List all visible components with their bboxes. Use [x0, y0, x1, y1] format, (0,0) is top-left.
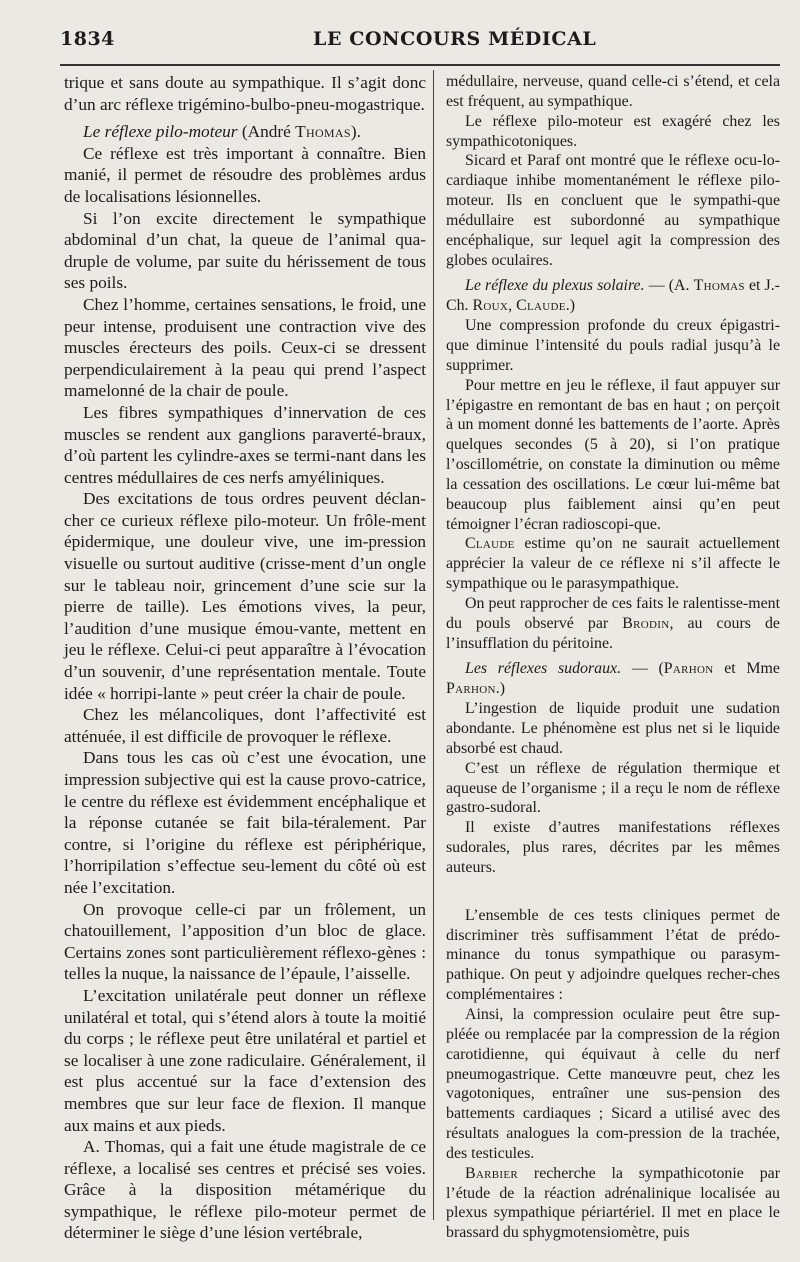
paragraph: C’est un réflexe de régulation thermique et aqueuse de l’organisme ; il a reçu le nom de réflexe gastro-sudoral.	[446, 759, 780, 817]
paragraph: L’ensemble de ces tests cliniques permet de discriminer très suffisamment l’état de prédo-minance du tonus sympathique ou parasym-pathique. On peut y adjoindre quelques recher-ches complémentaires :	[446, 906, 780, 1004]
paragraph: Il existe d’autres manifestations réflexes sudorales, plus rares, décrites par les mêmes auteurs.	[446, 819, 780, 876]
right-column	[446, 72, 780, 1243]
section-heading-plexus-solaire: Le réflexe du plexus solaire. — (A. Thomas et J.-Ch. Roux, Claude.)	[446, 277, 780, 315]
heading-title: Le réflexe du plexus solaire.	[465, 277, 645, 295]
paragraph: On provoque celle-ci par un frôlement, un chatouillement, l’apposition d’un bloc de glace. Certains zones sont particulièrement réflexo-gènes : telles la nuque, la naissance de l’épaule, l’aisselle.	[64, 899, 426, 984]
paragraph: Une compression profonde du creux épigastri-que diminue l’intensité du pouls radial jusqu’à le supprimer.	[446, 317, 780, 374]
header-rule	[60, 64, 780, 66]
paragraph: Chez les mélancoliques, dont l’affectivité est atténuée, il est difficile de provoquer le réflexe.	[64, 705, 426, 746]
author-name: Parhon	[663, 660, 714, 678]
author-name: Brodin	[622, 614, 670, 632]
paragraph: L’excitation unilatérale peut donner un réflexe unilatéral et total, qui s’étend alors à toute la moitié du corps ; le réflexe peut être unilatéral et partiel et se localiser à une zone radiculaire. Généralement, il est plus accentué sur la face d’extension des membres que sur leur face de flexion. Il manque aux mains et aux pieds.	[64, 985, 426, 1135]
paragraph: Chez l’homme, certaines sensations, le froid, une peur intense, produisent une contraction vive des muscles érecteurs des poils. Ceux-ci se dressent perpendiculairement à la peau qui prend l’aspect mamelonné de la chair de poule.	[64, 294, 426, 401]
page-number: 1834	[60, 28, 115, 50]
author-name: Parhon	[446, 680, 496, 698]
paragraph: Claude estime qu’on ne saurait actuellement apprécier la valeur de ce réflexe ni s’il affecte le sympathique ou le parasympathique.	[446, 535, 780, 593]
paragraph: Ce réflexe est très important à connaître. Bien manié, il permet de résoudre des problèmes ardus de localisations lésionnelles.	[64, 143, 426, 206]
paragraph: Barbier recherche la sympathicotonie par l’étude de la réaction adrénalinique localisée au plexus sympathique périartériel. Il met en place le brassard du sphygmotensiomètre, puis	[446, 1164, 780, 1242]
section-heading-sudoraux: Les réflexes sudoraux. — (Parhon et Mme Parhon.)	[446, 660, 780, 698]
section-heading-pilo-moteur: Le réflexe pilo-moteur (André Thomas).	[83, 122, 361, 142]
paragraph: Le réflexe pilo-moteur est exagéré chez les sympathicotoniques.	[446, 112, 780, 150]
left-column	[64, 72, 426, 1244]
page-header	[60, 28, 780, 58]
author-name: Barbier	[465, 1164, 519, 1182]
paragraph: L’ingestion de liquide produit une sudation abondante. Le phénomène est plus net si le liquide absorbé est chaud.	[446, 700, 780, 757]
author-name: Thomas	[693, 277, 745, 295]
paragraph: Les fibres sympathiques d’innervation de ces muscles se rendent aux ganglions paraverté-braux, d’où partent les cylindre-axes se termi-nant dans les centres médullaires de ces nerfs amyéliniques.	[64, 402, 426, 487]
paragraph: Pour mettre en jeu le réflexe, il faut appuyer sur l’épigastre en remontant de bas en haut ; on perçoit à un moment donné les battements de l’aorte. Après quelques secondes (5 à 20), si l’on pratique l’oscillométrie, on constate la diminution ou même la cessation des oscillations. Le cœur lui-même bat beaucoup plus faiblement ainsi qu’en peut témoigner l’écran radioscopi-que.	[446, 376, 780, 533]
heading-title: Les réflexes sudoraux.	[465, 660, 622, 678]
paragraph: Si l’on excite directement le sympathique abdominal d’un chat, la queue de l’animal qua-druple de volume, par suite du hérissement de tous ses poils.	[64, 208, 426, 293]
paragraph: A. Thomas, qui a fait une étude magistrale de ce réflexe, a localisé ses centres et précisé ses voies. Grâce à la disposition métamérique du sympathique, le réflexe pilo-moteur permet de déterminer le siège d’une lésion vertébrale,	[64, 1137, 426, 1243]
author-name: Thomas	[295, 122, 351, 142]
author-name: Claude	[516, 297, 566, 315]
paragraph: On peut rapprocher de ces faits le ralentisse-ment du pouls observé par Brodin, au cours de l’insufflation du péritoine.	[446, 594, 780, 652]
paragraph: Des excitations de tous ordres peuvent déclan-cher ce curieux réflexe pilo-moteur. Un frôle-ment épidermique, une douleur vive, une im-pression visuelle ou surtout auditive (crisse-ment d’un ongle sur le tableau noir, grincement d’une scie sur la pierre de taille). Les émotions vives, la peur, l’audition d’une musique émou-vante, mettent en jeu le réflexe. Celui-ci peut apparaître à l’évocation d’un souvenir, d’une représentation mentale. Toute idée « horripi-lante » peut créer la chair de poule.	[64, 489, 426, 703]
heading-title: Le réflexe pilo-moteur	[83, 122, 238, 142]
author-name: Roux	[472, 297, 509, 315]
paragraph: Dans tous les cas où c’est une évocation, une impression subjective qui est la cause provo-catrice, le centre du réflexe est évidemment encéphalique et la réponse cutanée se fait bila-téralement. Par contre, si l’origine du réflexe est périphérique, l’horripilation s’effectue seu-lement du côté où est née l’excitation.	[64, 748, 426, 897]
column-divider	[433, 70, 434, 1220]
paragraph: trique et sans doute au sympathique. Il s’agit donc d’un arc réflexe trigémino-bulbo-pneu-mogastrique.	[64, 73, 426, 114]
author-name: Claude	[465, 535, 515, 553]
paragraph: médullaire, nerveuse, quand celle-ci s’étend, et cela est fréquent, au sympathique.	[446, 73, 780, 110]
journal-title: LE CONCOURS MÉDICAL	[313, 28, 597, 50]
paragraph: Sicard et Paraf ont montré que le réflexe ocu-lo-cardiaque inhibe momentanément le réflexe pilo-moteur. Ils en concluent que le sympathi-que médullaire est subordonné au sympathique encéphalique, sur lequel agit la compression des globes oculaires.	[446, 152, 780, 269]
paragraph: Ainsi, la compression oculaire peut être sup-pléée ou remplacée par la compression de la région carotidienne, qui équivaut à celle du nerf pneumogastrique. Cette manœuvre peut, chez les vagotoniques, entraîner une sus-pension des battements cardiaques ; Sicard a utilisé avec des résultats analogues la com-pression de la trachée, des testicules.	[446, 1005, 780, 1162]
